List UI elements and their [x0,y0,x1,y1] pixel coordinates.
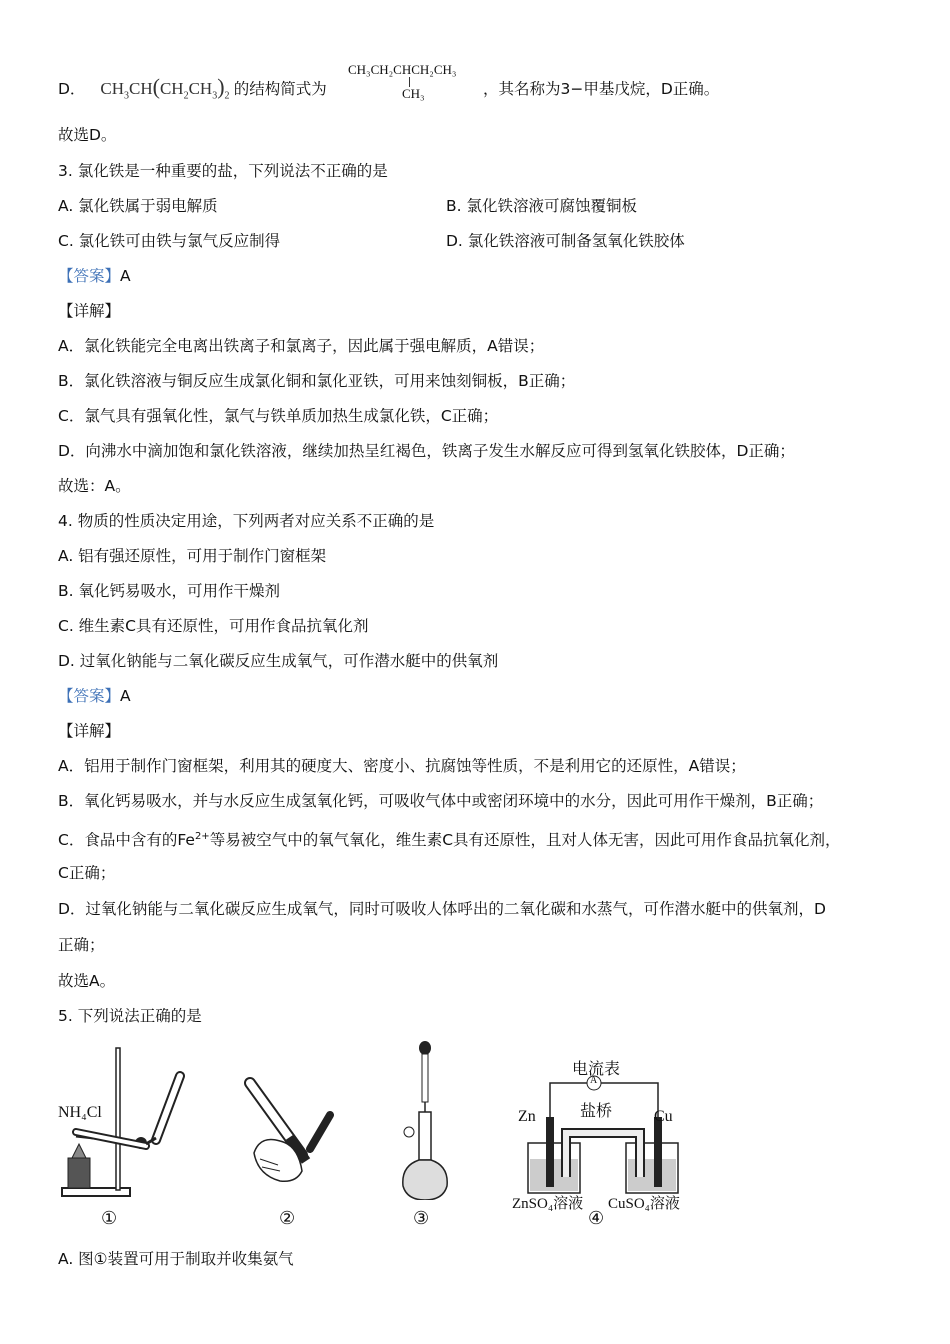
figure-3-label: ③ [413,1208,430,1228]
q3-detail-b: B．氯化铁溶液与铜反应生成氯化铜和氯化亚铁，可用来蚀刻铜板，B正确； [58,372,576,390]
answer-value: A [120,267,131,285]
figure-4-left-solution: ZnSO₄溶液 [512,1196,584,1212]
answer-tag: 【答案】 [58,267,121,285]
q5-option-a: A. 图①装置可用于制取并收集氨气 [58,1250,294,1268]
q4-detail-b: B．氧化钙易吸水，并与水反应生成氢氧化钙，可吸收气体中或密闭环境中的水分，因此可用作干燥剂，B正确； [58,792,824,810]
q3-option-c: C. 氯化铁可由铁与氯气反应制得 [58,232,281,250]
q3-option-d: D. 氯化铁溶液可制备氢氧化铁胶体 [446,232,685,250]
flask-drawing [395,1040,465,1200]
figure-4-right-solution: CuSO₄溶液 [608,1196,680,1212]
figure-4-label: ④ [588,1208,605,1228]
q2-structure-main-chain: CH₃CH₂CHCH₂CH₃ [348,62,457,77]
figure-4-left-electrode: Zn [518,1108,536,1125]
q4-stem: 4. 物质的性质决定用途，下列两者对应关系不正确的是 [58,512,435,530]
q3-detail-c: C．氯气具有强氧化性，氯气与铁单质加热生成氯化铁，C正确； [58,407,499,425]
q3-conclusion: 故选：A。 [58,477,131,495]
q2-option-d-mid: 的结构简式为 [233,80,327,98]
q3-option-a: A. 氯化铁属于弱电解质 [58,197,218,215]
q4-option-a: A. 铝有强还原性，可用于制作门窗框架 [58,547,327,565]
q5-stem: 5. 下列说法正确的是 [58,1007,202,1025]
q3-detail-a: A．氯化铁能完全电离出铁离子和氯离子，因此属于强电解质，A错误； [58,337,545,355]
q4-detail-d: D．过氧化钠能与二氧化碳反应生成氧气，同时可吸收人体呼出的二氧化碳和水蒸气，可作潜水艇中的供氧剂，D [58,900,826,918]
figure-4-bridge-label: 盐桥 [580,1103,613,1120]
q3-detail-d: D．向沸水中滴加饱和氯化铁溶液，继续加热呈红褐色，铁离子发生水解反应可得到氢氧化铁胶体，D正确； [58,442,795,460]
hand-drawing [240,1075,340,1185]
q4-option-b: B. 氧化钙易吸水，可用作干燥剂 [58,582,280,600]
figure-2-hand-test-tube [240,1075,340,1185]
figure-1-ammonia-apparatus [56,1040,196,1200]
figure-4-meter-label: 电流表 [572,1061,621,1078]
q4-detail-tag: 【详解】 [58,722,121,740]
figure-1-label: ① [101,1208,118,1228]
q3-option-b: B. 氯化铁溶液可腐蚀覆铜板 [446,197,637,215]
q4-option-d: D. 过氧化钠能与二氧化碳反应生成氧气，可作潜水艇中的供氧剂 [58,652,499,670]
q2-conclusion: 故选D。 [58,126,117,144]
q4-detail-c: C．食品中含有的$Fe^{2+}$等易被空气中的氧气氧化，维生素C具有还原性，且对人体无害，因此可用作食品抗氧化剂， [58,831,841,850]
q4-conclusion: 故选A。 [58,972,116,990]
q3-detail-tag: 【详解】 [58,302,121,320]
ammeter-symbol: A [590,1075,598,1086]
answer-value: A [120,687,131,705]
q4-detail-c-cont: C正确； [58,864,116,882]
q4-option-c: C. 维生素C具有还原性，可用作食品抗氧化剂 [58,617,369,635]
figure-2-label: ② [279,1208,296,1228]
cell-drawing [510,1055,700,1215]
figure-4-right-electrode: Cu [654,1108,673,1125]
q4-answer [58,685,910,707]
figure-1-reagent: NH₄Cl [58,1104,102,1121]
q3-answer [58,265,910,287]
q4-detail-a: A．铝用于制作门窗框架，利用其的硬度大、密度小、抗腐蚀等性质，不是利用它的还原性，A错误； [58,757,746,775]
q3-stem: 3. 氯化铁是一种重要的盐，下列说法不正确的是 [58,162,388,180]
figure-3-volumetric-flask [395,1040,465,1200]
q2-option-d-prefix: D． [58,80,86,98]
answer-tag: 【答案】 [58,687,121,705]
q4-detail-d-cont: 正确； [58,936,105,954]
q2-option-d-suffix: ，其名称为3−甲基戊烷，D正确。 [483,80,720,98]
q2-condensed-formula: $CH_3CH(CH_2CH_3)_2$ [100,74,230,102]
figure-4-galvanic-cell [510,1055,700,1215]
q2-structure-branch: CH₃ [402,86,425,101]
